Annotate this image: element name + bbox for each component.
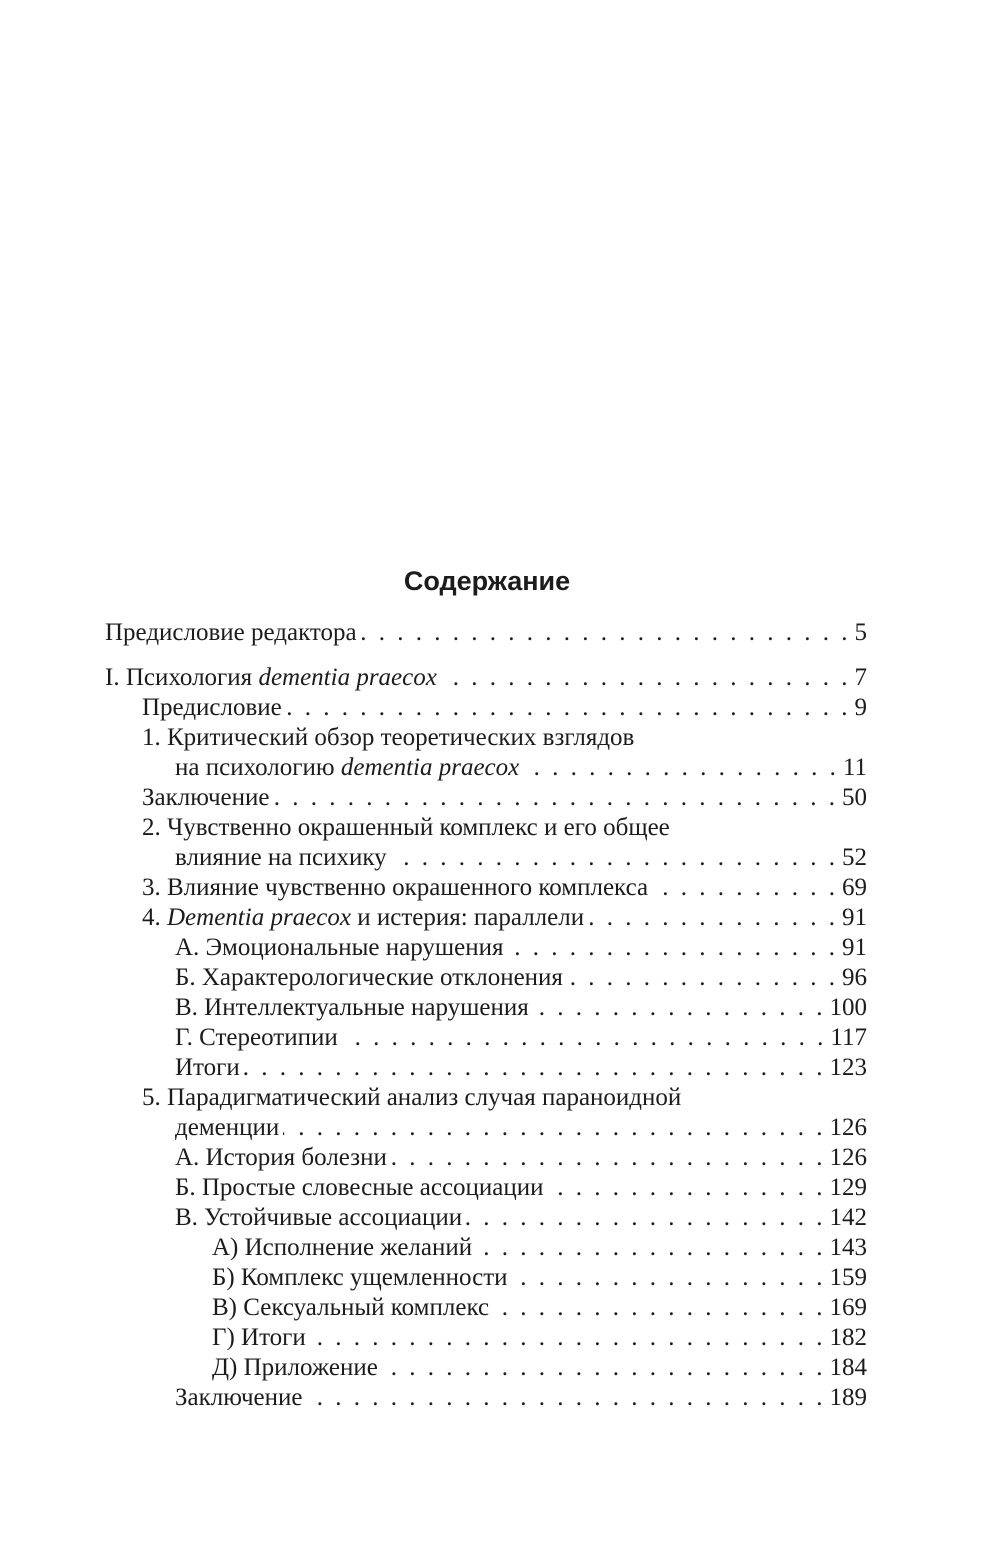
toc-entry-4b[interactable] bbox=[105, 963, 867, 993]
toc-entry-chapter-1[interactable] bbox=[105, 723, 867, 783]
toc-entry-4-results[interactable] bbox=[105, 1053, 867, 1083]
toc-entry-5a[interactable] bbox=[105, 1143, 867, 1173]
toc-entry-page: 123 bbox=[829, 1054, 867, 1081]
toc-entry-5v-g[interactable] bbox=[105, 1323, 867, 1353]
toc-entry-label-line: 1. Критический обзор теоретических взглядов bbox=[142, 724, 635, 751]
toc-entry-chapter-4[interactable] bbox=[105, 903, 867, 933]
toc-entry-label: А. История болезни bbox=[175, 1144, 387, 1171]
toc-entry-page: 182 bbox=[829, 1324, 867, 1351]
toc-entry-5v-d[interactable] bbox=[105, 1353, 867, 1383]
toc-entry-page: 117 bbox=[830, 1024, 867, 1051]
toc-entry-page: 126 bbox=[829, 1114, 867, 1141]
toc-entry-label-line: 2. Чувственно окрашенный комплекс и его общее bbox=[142, 814, 670, 841]
toc-entry-label: Г. Стереотипии bbox=[175, 1024, 338, 1051]
dot-leader bbox=[512, 1263, 826, 1293]
toc-entry-page: 189 bbox=[829, 1384, 867, 1411]
dot-leader bbox=[283, 1113, 825, 1143]
toc-entry-label: В. Интеллектуальные нарушения bbox=[175, 994, 529, 1021]
toc-entry-label: А. Эмоциональные нарушения bbox=[175, 934, 504, 961]
dot-leader bbox=[588, 903, 838, 933]
toc-entry-5v-v[interactable] bbox=[105, 1293, 867, 1323]
toc-entry-label: В) Сексуальный комплекс bbox=[212, 1294, 490, 1321]
dot-leader bbox=[391, 843, 838, 873]
toc-entry-label: Д) Приложение bbox=[212, 1354, 378, 1381]
dot-leader bbox=[307, 1383, 826, 1413]
dot-leader bbox=[361, 618, 851, 648]
toc-entry-page: 50 bbox=[842, 784, 867, 811]
toc-entry-page: 100 bbox=[829, 994, 867, 1021]
dot-leader bbox=[476, 1233, 825, 1263]
toc-entry-label: Итоги bbox=[175, 1054, 240, 1081]
toc-entry-page: 96 bbox=[842, 964, 867, 991]
toc-entry-label: Предисловие bbox=[142, 694, 282, 721]
dot-leader bbox=[567, 963, 838, 993]
toc-entry-label: В. Устойчивые ассоциации bbox=[175, 1204, 463, 1231]
dot-leader bbox=[523, 753, 839, 783]
dot-leader bbox=[441, 663, 851, 693]
dot-leader bbox=[244, 1053, 826, 1083]
toc-entry-chapter-3[interactable] bbox=[105, 873, 867, 903]
dot-leader bbox=[466, 1203, 825, 1233]
dot-leader bbox=[342, 1023, 827, 1053]
toc-entry-5b[interactable] bbox=[105, 1173, 867, 1203]
toc-entry-page: 169 bbox=[829, 1294, 867, 1321]
page-title: Содержание bbox=[403, 566, 571, 596]
toc-entry-label: Заключение bbox=[175, 1384, 303, 1411]
dot-leader bbox=[274, 783, 839, 813]
dot-leader bbox=[507, 933, 838, 963]
toc-entry-label: на психологию dementia praecox bbox=[175, 754, 520, 781]
toc-entry-label: Б. Характерологические отклонения bbox=[175, 964, 563, 991]
toc-entry-label: I. Психология dementia praecox bbox=[105, 664, 437, 691]
toc-entry-page: 11 bbox=[842, 754, 867, 781]
toc-entry-part-1[interactable] bbox=[105, 663, 867, 693]
dot-leader bbox=[652, 873, 838, 903]
toc-entry-4v[interactable] bbox=[105, 993, 867, 1023]
toc-entry-4g[interactable] bbox=[105, 1023, 867, 1053]
toc-entry-preface[interactable] bbox=[105, 693, 867, 723]
toc-entry-page: 91 bbox=[842, 934, 867, 961]
toc-entry-conclusion-1[interactable] bbox=[105, 783, 867, 813]
toc-entry-label: деменции bbox=[175, 1114, 280, 1141]
dot-leader bbox=[382, 1353, 826, 1383]
toc-entry-page: 126 bbox=[829, 1144, 867, 1171]
toc-entry-page: 184 bbox=[829, 1354, 867, 1381]
toc-entry-conclusion-5[interactable] bbox=[105, 1383, 867, 1413]
toc-entry-4a[interactable] bbox=[105, 933, 867, 963]
toc-entry-5v-a[interactable] bbox=[105, 1233, 867, 1263]
toc-entry-label: влияние на психику bbox=[175, 844, 387, 871]
dot-leader bbox=[548, 1173, 826, 1203]
dot-leader bbox=[391, 1143, 826, 1173]
toc-entry-editor-preface[interactable] bbox=[105, 618, 867, 648]
dot-leader bbox=[493, 1293, 825, 1323]
toc-entry-page: 91 bbox=[842, 904, 867, 931]
toc-entry-label: А) Исполнение желаний bbox=[212, 1234, 473, 1261]
toc-entry-label: Заключение bbox=[142, 784, 270, 811]
dot-leader bbox=[286, 693, 851, 723]
toc-entry-5v-b[interactable] bbox=[105, 1263, 867, 1293]
toc-entry-page: 69 bbox=[842, 874, 867, 901]
toc-entry-label: Б) Комплекс ущемленности bbox=[212, 1264, 508, 1291]
toc-entry-label: Предисловие редактора bbox=[105, 619, 357, 646]
dot-leader bbox=[310, 1323, 826, 1353]
toc-entry-label: Б. Простые словесные ассоциации bbox=[175, 1174, 544, 1201]
toc-entry-label: Г) Итоги bbox=[212, 1324, 306, 1351]
toc-entry-page: 159 bbox=[829, 1264, 867, 1291]
toc-entry-page: 9 bbox=[854, 694, 867, 721]
toc-entry-chapter-5[interactable] bbox=[105, 1083, 867, 1143]
toc-entry-page: 129 bbox=[829, 1174, 867, 1201]
toc-entry-label-line: 5. Парадигматический анализ случая параноидной bbox=[142, 1084, 682, 1111]
toc-entry-page: 52 bbox=[842, 844, 867, 871]
toc-entry-chapter-2[interactable] bbox=[105, 813, 867, 873]
toc-entry-page: 142 bbox=[829, 1204, 867, 1231]
dot-leader bbox=[533, 993, 826, 1023]
toc-entry-page: 5 bbox=[854, 619, 867, 646]
toc-entry-page: 143 bbox=[829, 1234, 867, 1261]
toc-entry-5v[interactable] bbox=[105, 1203, 867, 1233]
toc-entry-page: 7 bbox=[854, 664, 867, 691]
toc-entry-label: 4. Dementia praecox и истерия: параллели bbox=[142, 904, 585, 931]
toc-entry-label: 3. Влияние чувственно окрашенного комплекса bbox=[142, 874, 649, 901]
